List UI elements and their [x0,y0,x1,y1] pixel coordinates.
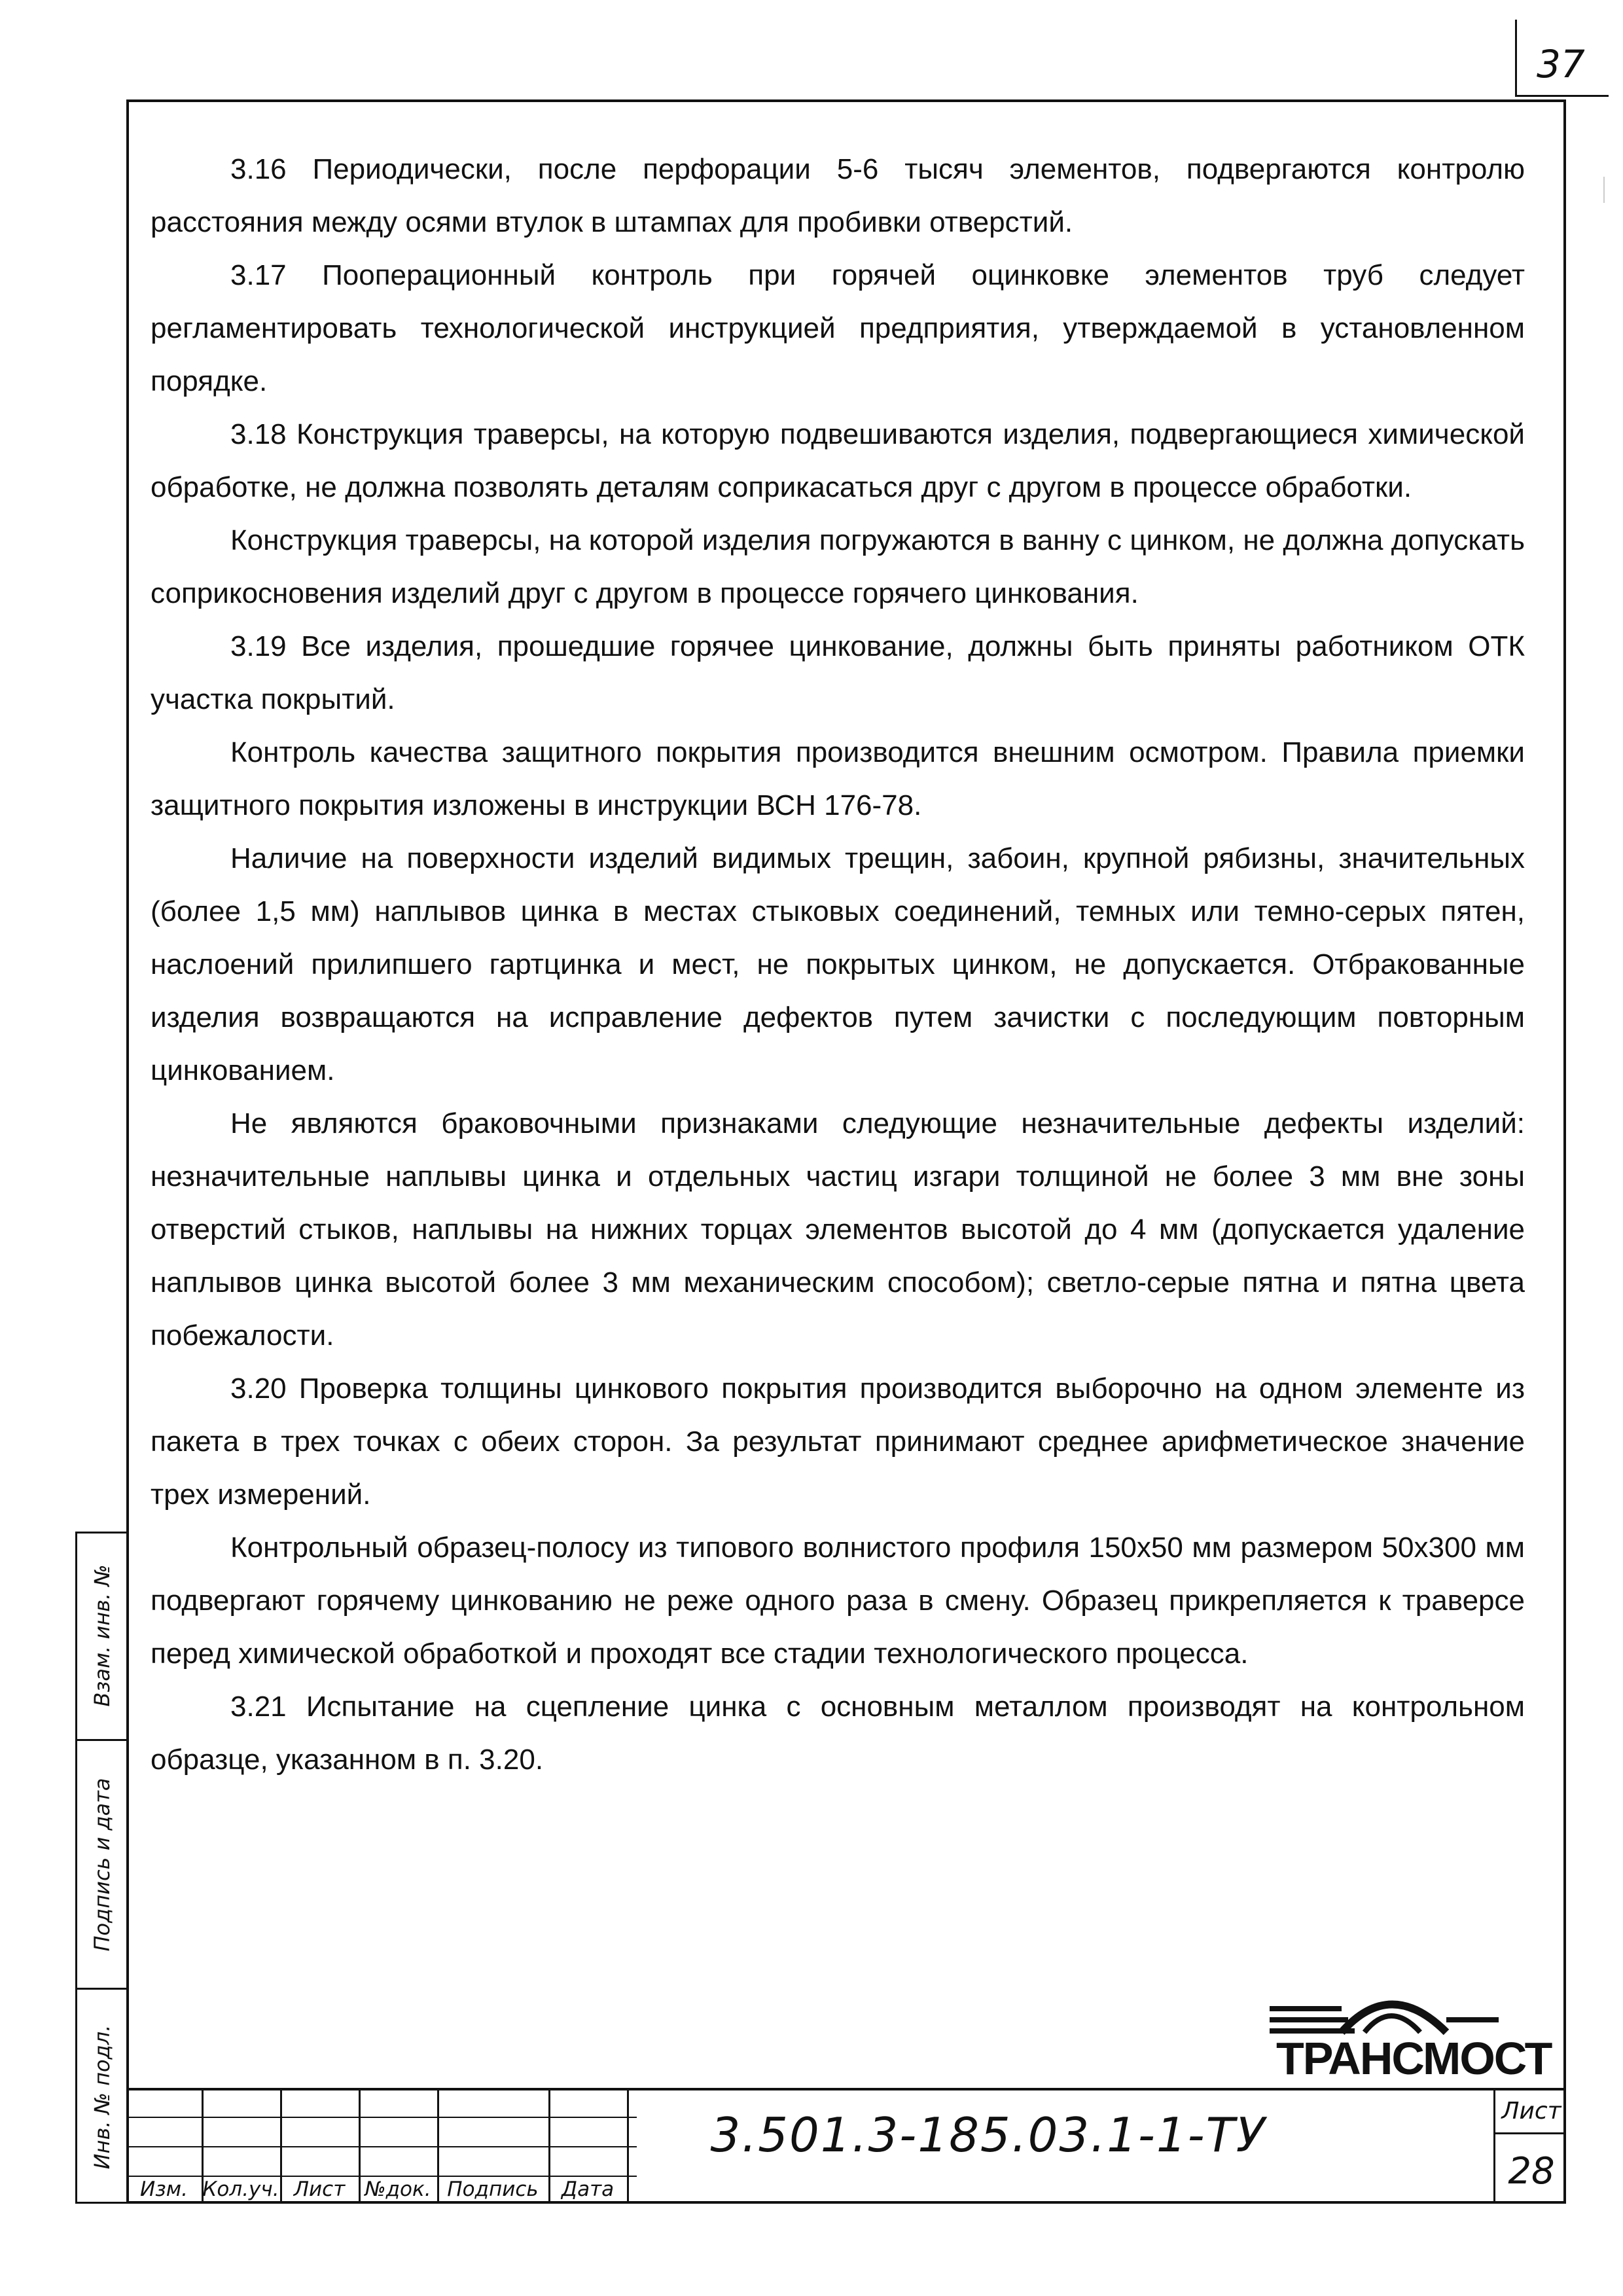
document-body [151,143,1525,1786]
logo-line-2 [1270,2017,1348,2022]
paragraph-traverse: Конструкция траверсы, на которой изделия погружаются в ванну с цинком, не должна допускать соприкосновения изделий друг с другом в процессе горячего цинкования. [151,524,1525,609]
paragraph-3-17: 3.17 Пооперационный контроль при горячей оцинковке элементов труб следует регламентировать технологической инструкцией предприятия, утверждаемой в установленном порядке. [151,259,1525,397]
sheet-label: Лист [1501,2098,1561,2125]
caption-change: Изм. [140,2178,188,2201]
corner-page-box [1515,20,1609,97]
document-code: 3.501.3-185.03.1-1-ТУ [710,2108,1266,2162]
logo-text: ТРАНСМОСТ [1276,2033,1552,2084]
caption-sheet: Лист [293,2178,346,2201]
paragraph-defects: Наличие на поверхности изделий видимых трещин, забоин, крупной рябизны, значительных (более 1,5 мм) наплывов цинка в местах стыковых соединений, темных или темно-серых пятен, наслоений прилипшего гартцинка и мест, не покрытых цинком, не допускается. Отбракованные изделия возвращаются на исправление дефектов путем зачистки с последующим повторным цинкованием. [151,842,1525,1086]
paragraph-3-18: 3.18 Конструкция траверсы, на которую подвешиваются изделия, подвергающиеся химической обработке, не должна позволять деталям соприкасаться друг с другом в процессе обработки. [151,418,1525,503]
paragraph-3-20: 3.20 Проверка толщины цинкового покрытия производится выборочно на одном элементе из пакета в трех точках с обеих сторон. За результат принимают среднее арифметическое значение трех измерений. [151,1372,1525,1511]
corner-page-number: 37 [1537,42,1585,86]
side-label-replacement: Взам. инв. № [90,1564,115,1707]
paragraph-quality-control: Контроль качества защитного покрытия производится внешним осмотром. Правила приемки защитного покрытия изложены в инструкции ВСН 176-78. [151,736,1525,821]
paragraph-3-19: 3.19 Все изделия, прошедшие горячее цинкование, должны быть приняты работником ОТК участка покрытий. [151,630,1525,715]
paragraph-control-sample: Контрольный образец-полосу из типового волнистого профиля 150х50 мм размером 50х300 мм подвергают горячему цинкованию не реже одного раза в смену. Образец прикрепляется к траверсе перед химической обработкой и проходят все стадии технологического процесса. [151,1532,1525,1670]
logo-line-1 [1270,2006,1342,2011]
paragraph-3-21: 3.21 Испытание на сцепление цинка с основным металлом производят на контрольном образце, указанном в п. 3.20. [151,1691,1525,1776]
side-cell-replacement [75,1532,129,1741]
side-cell-signature [75,1741,129,1990]
margin-mark [1603,177,1605,203]
caption-signature: Подпись [447,2178,539,2201]
logo-line-4 [1446,2017,1499,2022]
caption-date: Дата [561,2178,615,2201]
caption-count: Кол.уч. [202,2178,279,2201]
paragraph-3-16: 3.16 Периодически, после перфорации 5-6 тысяч элементов, подвергаются контролю расстояния между осями втулок в штампах для пробивки отверстий. [151,153,1525,238]
caption-doc-number: №док. [365,2178,431,2201]
side-label-signature: Подпись и дата [90,1777,115,1952]
logo-inner-arch [1364,2016,1420,2032]
sheet-number: 28 [1508,2150,1555,2193]
side-label-inventory: Инв. № подл. [90,2024,115,2169]
paragraph-non-defects: Не являются браковочными признаками следующие незначительные дефекты изделий: незначительные наплывы цинка и отдельных частиц изгари толщиной не более 3 мм вне зоны отверстий стыков, наплывы на нижних торцах элементов высотой до 4 мм (допускается удаление наплывов цинка высотой более 3 мм механическим способом); светло-серые пятна и пятна цвета побежалости. [151,1107,1525,1352]
side-cell-inventory [75,1990,129,2204]
